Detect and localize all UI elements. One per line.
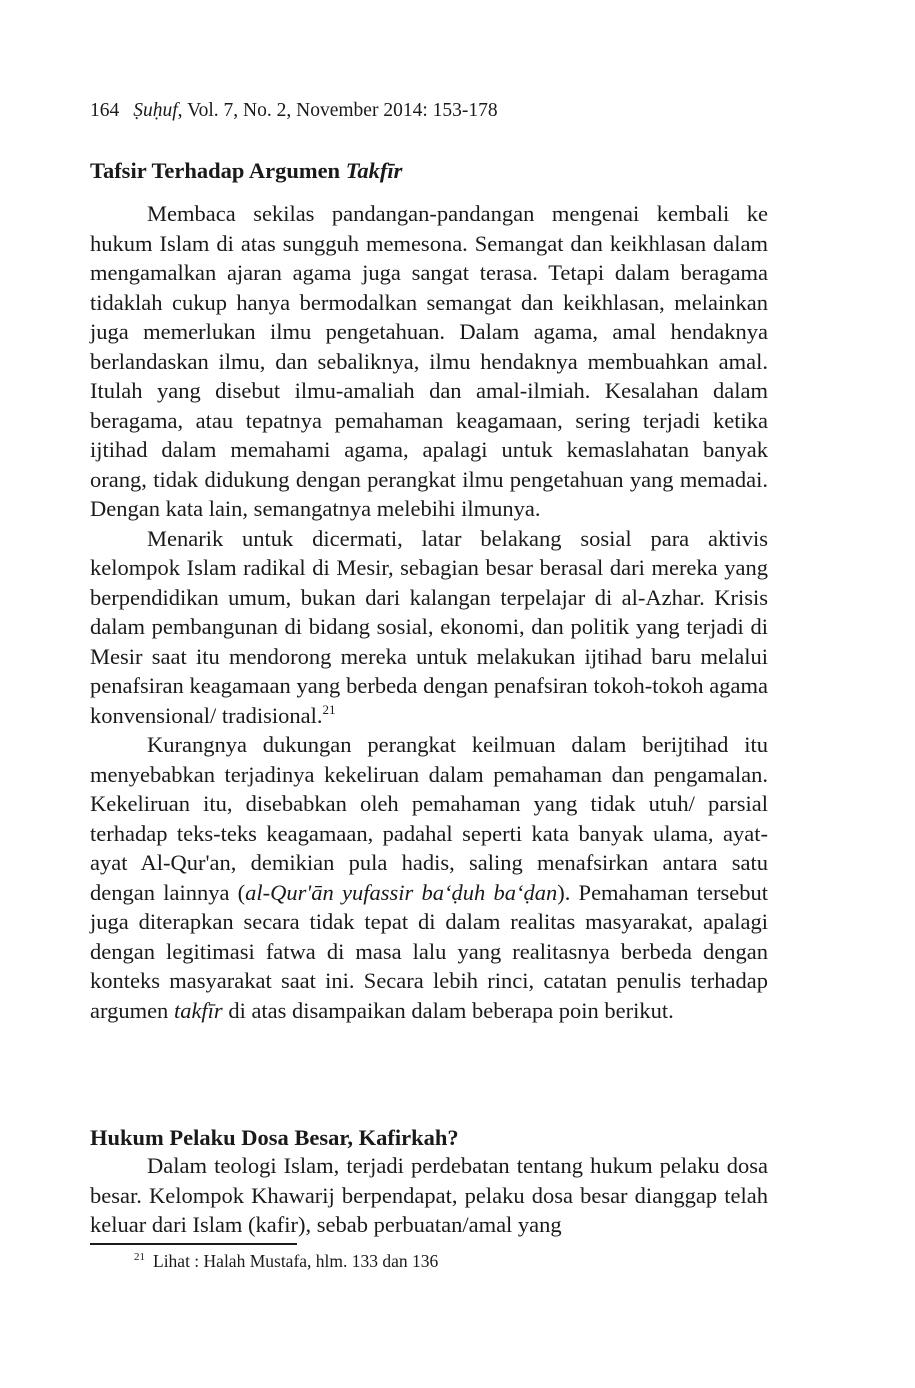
footnote-reference: 21 [322,701,336,717]
section-body-tafsir [90,199,768,1025]
journal-citation: , Vol. 7, No. 2, November 2014: 153-178 [177,100,498,121]
italic-term: takfīr [173,997,223,1023]
paragraph: Membaca sekilas pandangan-pandangan mengenai kembali ke hukum Islam di atas sungguh memesona. Semangat dan keikhlasan dalam mengamalkan ajaran agama juga sangat terasa. Tetapi dalam beragama tidaklah cukup hanya bermodalkan semangat dan keikhlasan, melainkan juga memerlukan ilmu pengetahuan. Dalam agama, amal hendaknya berlandaskan ilmu, dan sebaliknya, ilmu hendaknya membuahkan amal. Itulah yang disebut ilmu-amaliah dan amal-ilmiah. Kesalahan dalam beragama, atau tepatnya pemahaman keagamaan, sering terjadi ketika ijtihad dalam memahami agama, apalagi untuk kemaslahatan banyak orang, tidak didukung dengan perangkat ilmu pengetahuan yang memadai. Dengan kata lain, semangatnya melebihi ilmunya. [90,201,768,521]
page-number: 164 [90,100,120,121]
section-title-tafsir [90,157,402,185]
paragraph [90,524,768,731]
footnote-number: 21 [134,1251,145,1263]
running-head [90,98,498,124]
footnote-divider [90,1243,297,1245]
journal-name: Ṣuḥuf [133,100,178,121]
paragraph [90,730,768,1025]
paragraph-text: di atas disampaikan dalam beberapa poin berikut. [222,997,674,1023]
paragraph: Dalam teologi Islam, terjadi perdebatan tentang hukum pelaku dosa besar. Kelompok Khawarij berpendapat, pelaku dosa besar dianggap telah keluar dari Islam (kafir), sebab perbuatan/amal yang [90,1153,768,1237]
section-title-italic: Takfīr [345,158,403,183]
section-body-hukum [90,1151,768,1240]
section-title-hukum: Hukum Pelaku Dosa Besar, Kafirkah? [90,1125,459,1150]
section-title-text: Tafsir Terhadap Argumen [90,158,346,183]
footnote [134,1249,438,1273]
paragraph-text: Menarik untuk dicermati, latar belakang sosial para aktivis kelompok Islam radikal di Mesir, sebagian besar berasal dari mereka yang berpendidikan umum, bukan dari kalangan terpelajar di al-Azhar. Krisis dalam pembangunan di bidang sosial, ekonomi, dan politik yang terjadi di Mesir saat itu mendorong mereka untuk melakukan ijtihad baru melalui penafsiran keagamaan yang berbeda dengan penafsiran tokoh-tokoh agama konvensional/ tradisional. [90,525,768,728]
paragraph-text: ). Pemahaman tersebut juga diterapkan secara tidak tepat di dalam realitas masyarakat, apalagi dengan legitimasi fatwa di masa lalu yang realitasnya berbeda dengan konteks masyarakat saat ini. Secara lebih rinci, catatan penulis terhadap argumen [90,879,768,1023]
arabic-phrase: al-Qur'ān yufassir ba‘ḍuh ba‘ḍan [245,879,558,905]
paragraph-text: Kurangnya dukungan perangkat keilmuan dalam berijtihad itu menyebabkan terjadinya kekeliruan dalam pemahaman dan pengamalan. Kekeliruan itu, disebabkan oleh pemahaman yang tidak utuh/ parsial terhadap teks-teks keagamaan, padahal seperti kata banyak ulama, ayat-ayat Al-Qur'an, demikian pula hadis, saling menafsirkan antara satu dengan lainnya ( [90,732,768,905]
footnote-text: Lihat : Halah Mustafa, hlm. 133 dan 136 [153,1251,439,1271]
